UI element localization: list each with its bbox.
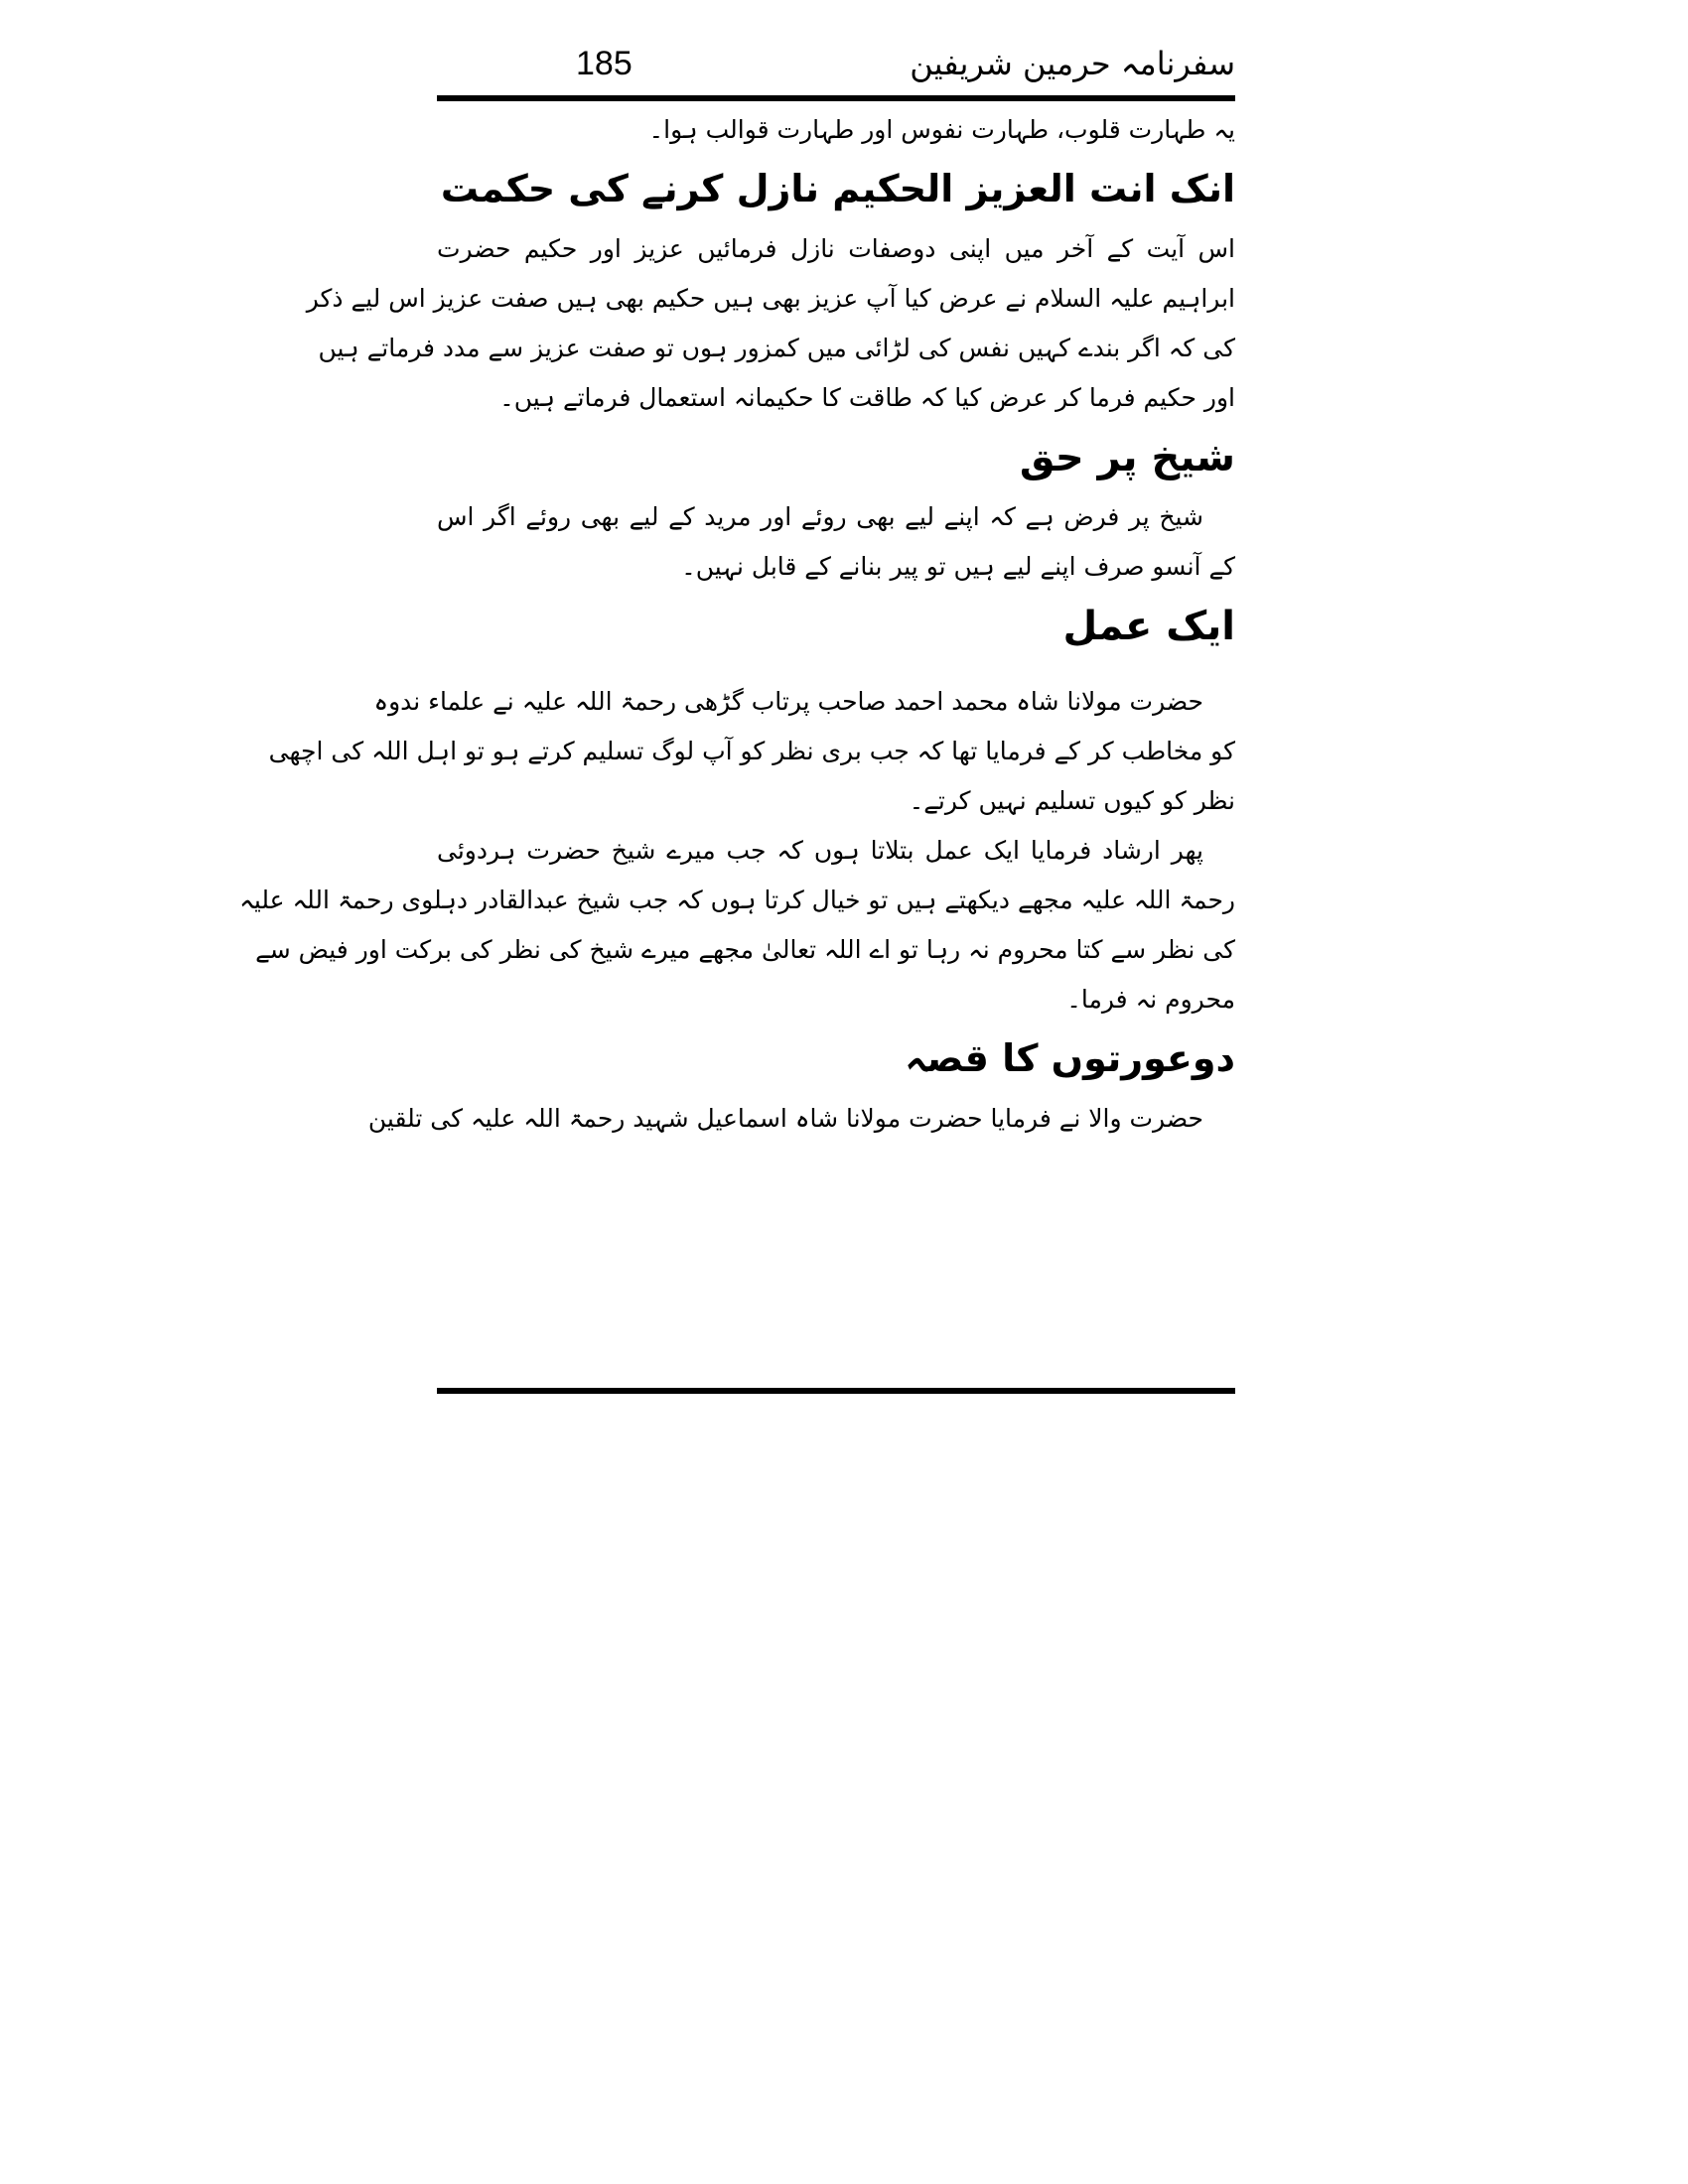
book-title: سفرنامہ حرمین شریفین: [910, 45, 1235, 82]
page-number: 185: [576, 45, 633, 82]
header-rule: [437, 95, 1235, 101]
text-line: کی کہ اگر بندے کہیں نفس کی لڑائی میں کمزور ہوں تو صفت عزیز سے مدد فرماتے ہیں: [318, 334, 1235, 362]
section-paragraph-amal-2: [239, 826, 1235, 1024]
footer-rule: [437, 1388, 1235, 1394]
text-line: کی نظر سے کتا محروم نہ رہا تو اے اللہ تعالیٰ مجھے میرے شیخ کی نظر کی برکت اور فیض سے: [255, 935, 1235, 964]
section-paragraph-amal-1: [268, 677, 1235, 826]
text-line: اور حکیم فرما کر عرض کیا کہ طاقت کا حکیمانہ استعمال فرماتے ہیں۔: [499, 383, 1235, 412]
text-line: شیخ پر فرض ہے کہ اپنے لیے بھی روئے اور مرید کے لیے بھی روئے اگر اس: [437, 502, 1203, 531]
section-paragraph-hikmat: [306, 224, 1235, 423]
text-line: نظر کو کیوں تسلیم نہیں کرتے۔: [909, 786, 1235, 815]
section-heading-hikmat: انک انت العزیز الحکیم نازل کرنے کی حکمت: [440, 167, 1235, 210]
section-heading-shaikh: شیخ پر حق: [1019, 435, 1235, 480]
section-paragraph-shaikh: [437, 492, 1235, 592]
text-line: محروم نہ فرما۔: [1066, 985, 1235, 1014]
text-line: کے آنسو صرف اپنے لیے ہیں تو پیر بنانے کے قابل نہیں۔: [681, 552, 1235, 581]
section-heading-qissa: دوعورتوں کا قصہ: [905, 1036, 1235, 1080]
text-line: ابراہیم علیہ السلام نے عرض کیا آپ عزیز بھی ہیں حکیم بھی ہیں صفت عزیز اس لیے ذکر: [306, 284, 1235, 313]
book-page: [239, 40, 1235, 1410]
text-line: پھر ارشاد فرمایا ایک عمل بتلاتا ہوں کہ جب میرے شیخ حضرت ہردوئی: [437, 836, 1203, 865]
text-line: رحمۃ اللہ علیہ مجھے دیکھتے ہیں تو خیال کرتا ہوں کہ جب شیخ عبدالقادر دہلوی رحمۃ اللہ علیہ: [239, 886, 1235, 914]
text-line: حضرت والا نے فرمایا حضرت مولانا شاہ اسماعیل شہید رحمۃ اللہ علیہ کی تلقین: [367, 1104, 1203, 1133]
section-heading-amal: ایک عمل: [1062, 604, 1235, 649]
text-line: اس آیت کے آخر میں اپنی دوصفات نازل فرمائیں عزیز اور حکیم حضرت: [437, 234, 1235, 263]
page-body: [239, 105, 1235, 1144]
page-header: [437, 40, 1235, 95]
text-line: کو مخاطب کر کے فرمایا تھا کہ جب بری نظر کو آپ لوگ تسلیم کرتے ہو تو اہل اللہ کی اچھی: [268, 737, 1235, 765]
text-line: حضرت مولانا شاہ محمد احمد صاحب پرتاب گڑھی رحمۃ اللہ علیہ نے علماء ندوہ: [373, 687, 1203, 716]
intro-line: یہ طہارت قلوب، طہارت نفوس اور طہارت قوالب ہوا۔: [648, 115, 1235, 144]
section-paragraph-qissa: [367, 1094, 1235, 1144]
